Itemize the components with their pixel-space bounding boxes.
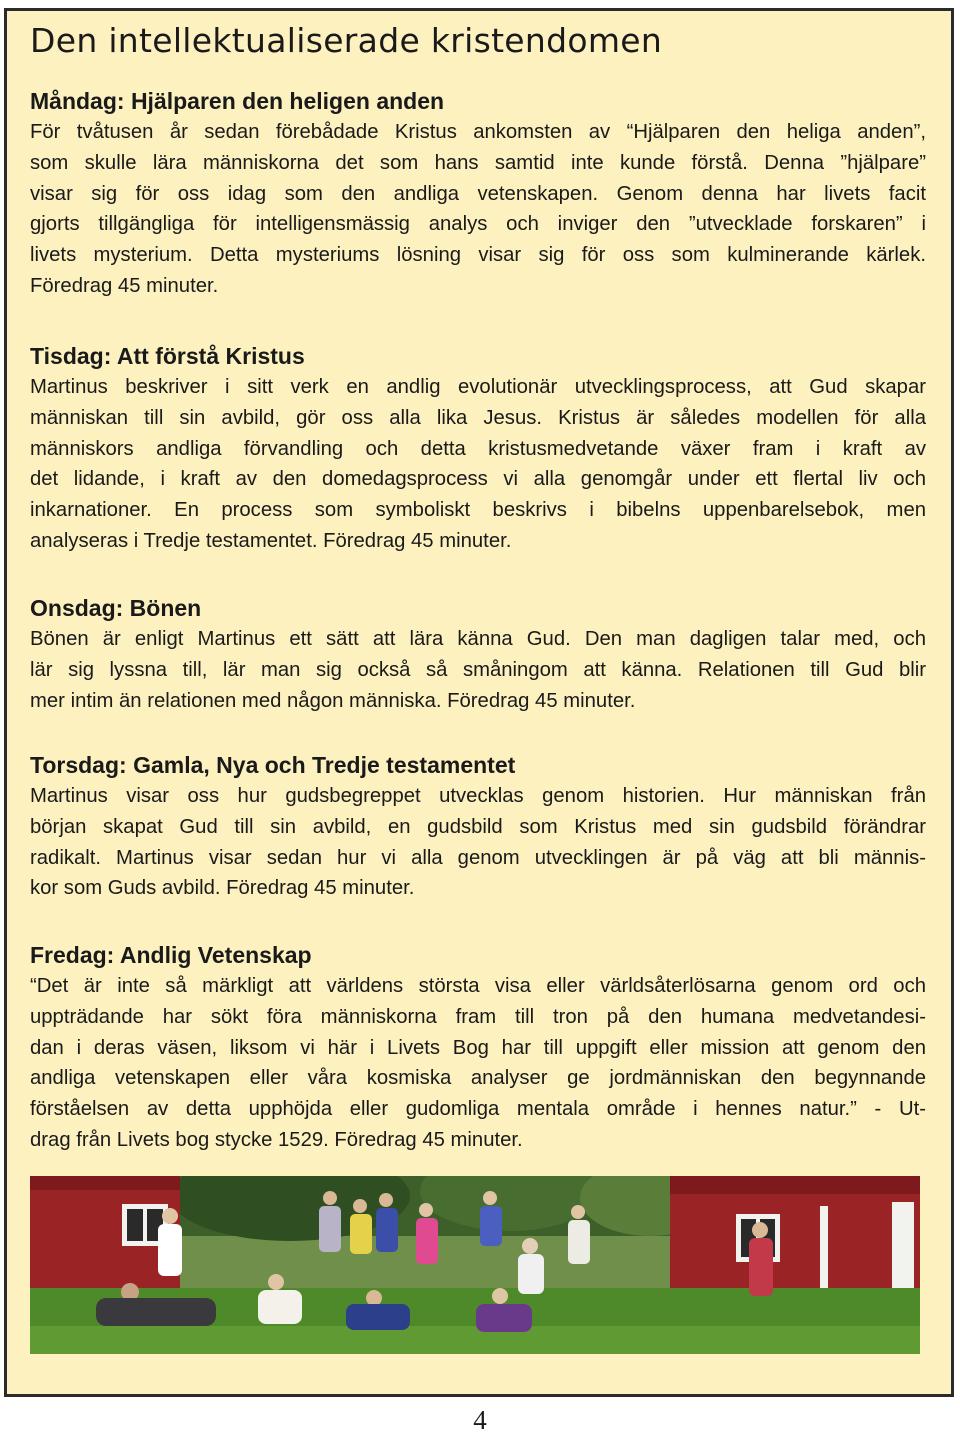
body-line: radikalt. Martinus visar sedan hur vi alla genom utvecklingen är på väg att bli männis- — [30, 846, 926, 869]
body-line: “Det är inte så märkligt att världens största visa eller världsåterlösarna genom ord och — [30, 975, 926, 997]
body-line: dan i deras väsen, liksom vi här i Livets Bog har till uppgift eller mission att genom den — [30, 1036, 926, 1059]
section-body — [30, 372, 926, 557]
body-line: Martinus beskriver i sitt verk en andlig evolutionär utvecklingsprocess, att Gud skapar — [30, 376, 926, 398]
section-friday — [30, 940, 926, 1156]
body-line: livets mysterium. Detta mysteriums lösning visar sig för oss som kulminerande kärlek. — [30, 244, 926, 267]
body-line: som skulle lära människorna det som hans samtid inte kunde förstå. Denna ”hjälpare” — [30, 151, 926, 174]
group-photo-illustration — [30, 1176, 920, 1354]
section-body — [30, 971, 926, 1156]
body-line: början skapat Gud till sin avbild, en gudsbild som Kristus med sin gudsbild förändrar — [30, 815, 926, 838]
body-line: lär sig lyssna till, lär man sig också så småningom att känna. Relationen till Gud blir — [30, 658, 926, 681]
body-line: inkarnationer. En process som symboliskt beskrivs i bibelns uppenbarelsebok, men — [30, 499, 926, 522]
body-line: Föredrag 45 minuter. — [30, 274, 219, 297]
body-line: uppträdande har sökt föra människorna fram till tron på den humana medvetandesi- — [30, 1005, 926, 1028]
section-heading: Onsdag: Bönen — [30, 595, 202, 621]
body-line: analyseras i Tredje testamentet. Föredrag 45 minuter. — [30, 529, 512, 552]
section-tuesday — [30, 341, 926, 557]
body-line: förståelsen av detta upphöjda eller gudomliga mentala område i hennes natur.” - Ut- — [30, 1098, 926, 1121]
section-body — [30, 624, 926, 716]
section-body — [30, 781, 926, 904]
section-heading: Torsdag: Gamla, Nya och Tredje testamentet — [30, 752, 516, 778]
body-line: gjorts tillgängliga för intelligensmässig analys och inviger den ”utvecklade forskaren” i — [30, 213, 926, 236]
page-title: Den intellektualiserade kristendomen — [30, 21, 663, 60]
body-line: visar sig för oss idag som den andliga vetenskapen. Genom denna har livets facit — [30, 182, 926, 205]
section-heading: Måndag: Hjälparen den heligen anden — [30, 88, 445, 114]
page-number: 4 — [473, 1405, 487, 1435]
body-line: människan till sin avbild, gör oss alla lika Jesus. Kristus är således modellen för alla — [30, 406, 926, 429]
section-heading: Tisdag: Att förstå Kristus — [30, 343, 305, 369]
section-wednesday — [30, 593, 926, 716]
section-body — [30, 117, 926, 302]
body-line: drag från Livets bog stycke 1529. Föredrag 45 minuter. — [30, 1128, 523, 1151]
body-line: det lidande, i kraft av den domedagsprocess vi alla genomgår under ett flertal liv och — [30, 468, 926, 491]
body-line: mer intim än relationen med någon människa. Föredrag 45 minuter. — [30, 689, 636, 712]
body-line: andliga vetenskapen eller våra kosmiska analyser ge jordmänniskan den begynnande — [30, 1067, 926, 1090]
body-line: människors andliga förvandling och detta kristusmedvetande växer fram i kraft av — [30, 437, 926, 460]
section-monday — [30, 86, 926, 302]
group-photo — [30, 1176, 920, 1354]
section-thursday — [30, 750, 926, 904]
body-line: Bönen är enligt Martinus ett sätt att lära känna Gud. Den man dagligen talar med, och — [30, 628, 926, 650]
body-line: För tvåtusen år sedan förebådade Kristus ankomsten av “Hjälparen den heliga anden”, — [30, 121, 926, 143]
body-line: kor som Guds avbild. Föredrag 45 minuter. — [30, 877, 415, 900]
section-heading: Fredag: Andlig Vetenskap — [30, 942, 312, 968]
body-line: Martinus visar oss hur gudsbegreppet utvecklas genom historien. Hur människan från — [30, 785, 926, 807]
